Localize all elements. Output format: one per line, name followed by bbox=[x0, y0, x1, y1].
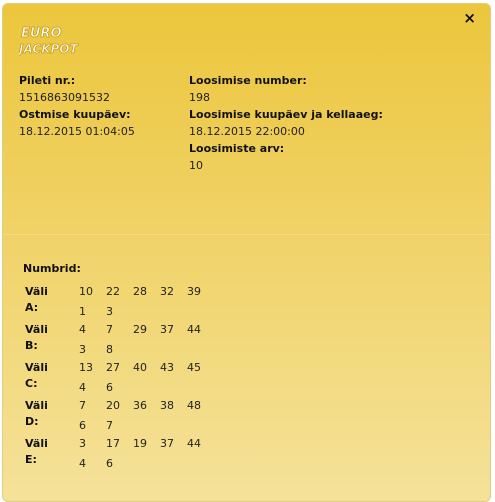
main-number: 7 bbox=[106, 323, 113, 336]
field-label: Väli E: bbox=[25, 437, 48, 466]
extra-number: 4 bbox=[79, 457, 86, 470]
main-number: 29 bbox=[133, 323, 147, 336]
main-number: 48 bbox=[187, 399, 201, 412]
main-number: 10 bbox=[79, 285, 93, 298]
extra-numbers bbox=[79, 418, 133, 434]
main-number: 40 bbox=[133, 361, 147, 374]
main-number: 38 bbox=[160, 399, 174, 412]
extra-number: 8 bbox=[106, 343, 113, 356]
ticket-dialog bbox=[2, 3, 491, 502]
draw-datetime-label: Loosimise kuupäev ja kellaaeg: bbox=[189, 108, 383, 121]
ticket-info-left bbox=[19, 72, 135, 140]
main-number: 27 bbox=[106, 361, 120, 374]
extra-number: 3 bbox=[79, 343, 86, 356]
main-number: 28 bbox=[133, 285, 147, 298]
main-numbers bbox=[79, 360, 214, 376]
draw-number-value: 198 bbox=[189, 91, 210, 104]
purchase-date-value: 18.12.2015 01:04:05 bbox=[19, 125, 135, 138]
eurojackpot-logo bbox=[19, 23, 85, 57]
main-number: 37 bbox=[160, 323, 174, 336]
main-numbers bbox=[79, 322, 214, 338]
main-number: 17 bbox=[106, 437, 120, 450]
extra-number: 6 bbox=[79, 419, 86, 432]
logo-line1: EURO bbox=[21, 26, 62, 41]
field-label: Väli C: bbox=[25, 361, 48, 390]
main-number: 13 bbox=[79, 361, 93, 374]
extra-numbers bbox=[79, 342, 133, 358]
extra-number: 4 bbox=[79, 381, 86, 394]
extra-number: 7 bbox=[106, 419, 113, 432]
main-number: 22 bbox=[106, 285, 120, 298]
main-number: 44 bbox=[187, 437, 201, 450]
main-numbers bbox=[79, 436, 214, 452]
extra-number: 1 bbox=[79, 305, 86, 318]
main-number: 44 bbox=[187, 323, 201, 336]
draws-count-label: Loosimiste arv: bbox=[189, 142, 285, 155]
extra-number: 6 bbox=[106, 381, 113, 394]
field-label: Väli B: bbox=[25, 323, 48, 352]
main-number: 32 bbox=[160, 285, 174, 298]
main-number: 43 bbox=[160, 361, 174, 374]
section-divider bbox=[3, 234, 490, 235]
purchase-date-label: Ostmise kuupäev: bbox=[19, 108, 131, 121]
main-number: 19 bbox=[133, 437, 147, 450]
main-number: 39 bbox=[187, 285, 201, 298]
extra-number: 3 bbox=[106, 305, 113, 318]
main-number: 7 bbox=[79, 399, 86, 412]
draw-datetime-value: 18.12.2015 22:00:00 bbox=[189, 125, 305, 138]
extra-numbers bbox=[79, 304, 133, 320]
numbers-title: Numbrid: bbox=[23, 262, 81, 275]
field-label: Väli D: bbox=[25, 399, 48, 428]
extra-number: 6 bbox=[106, 457, 113, 470]
extra-numbers bbox=[79, 380, 133, 396]
close-icon[interactable]: × bbox=[463, 9, 476, 27]
extra-numbers bbox=[79, 456, 133, 472]
ticket-nr-value: 1516863091532 bbox=[19, 91, 110, 104]
main-number: 37 bbox=[160, 437, 174, 450]
main-number: 4 bbox=[79, 323, 86, 336]
main-number: 45 bbox=[187, 361, 201, 374]
ticket-nr-label: Pileti nr.: bbox=[19, 74, 76, 87]
draw-number-label: Loosimise number: bbox=[189, 74, 307, 87]
logo-line2: JACKPOT bbox=[19, 42, 78, 56]
main-numbers bbox=[79, 284, 214, 300]
field-label: Väli A: bbox=[25, 285, 48, 314]
main-numbers bbox=[79, 398, 214, 414]
ticket-info-right bbox=[189, 72, 383, 174]
main-number: 36 bbox=[133, 399, 147, 412]
draws-count-value: 10 bbox=[189, 159, 203, 172]
main-number: 3 bbox=[79, 437, 86, 450]
main-number: 20 bbox=[106, 399, 120, 412]
